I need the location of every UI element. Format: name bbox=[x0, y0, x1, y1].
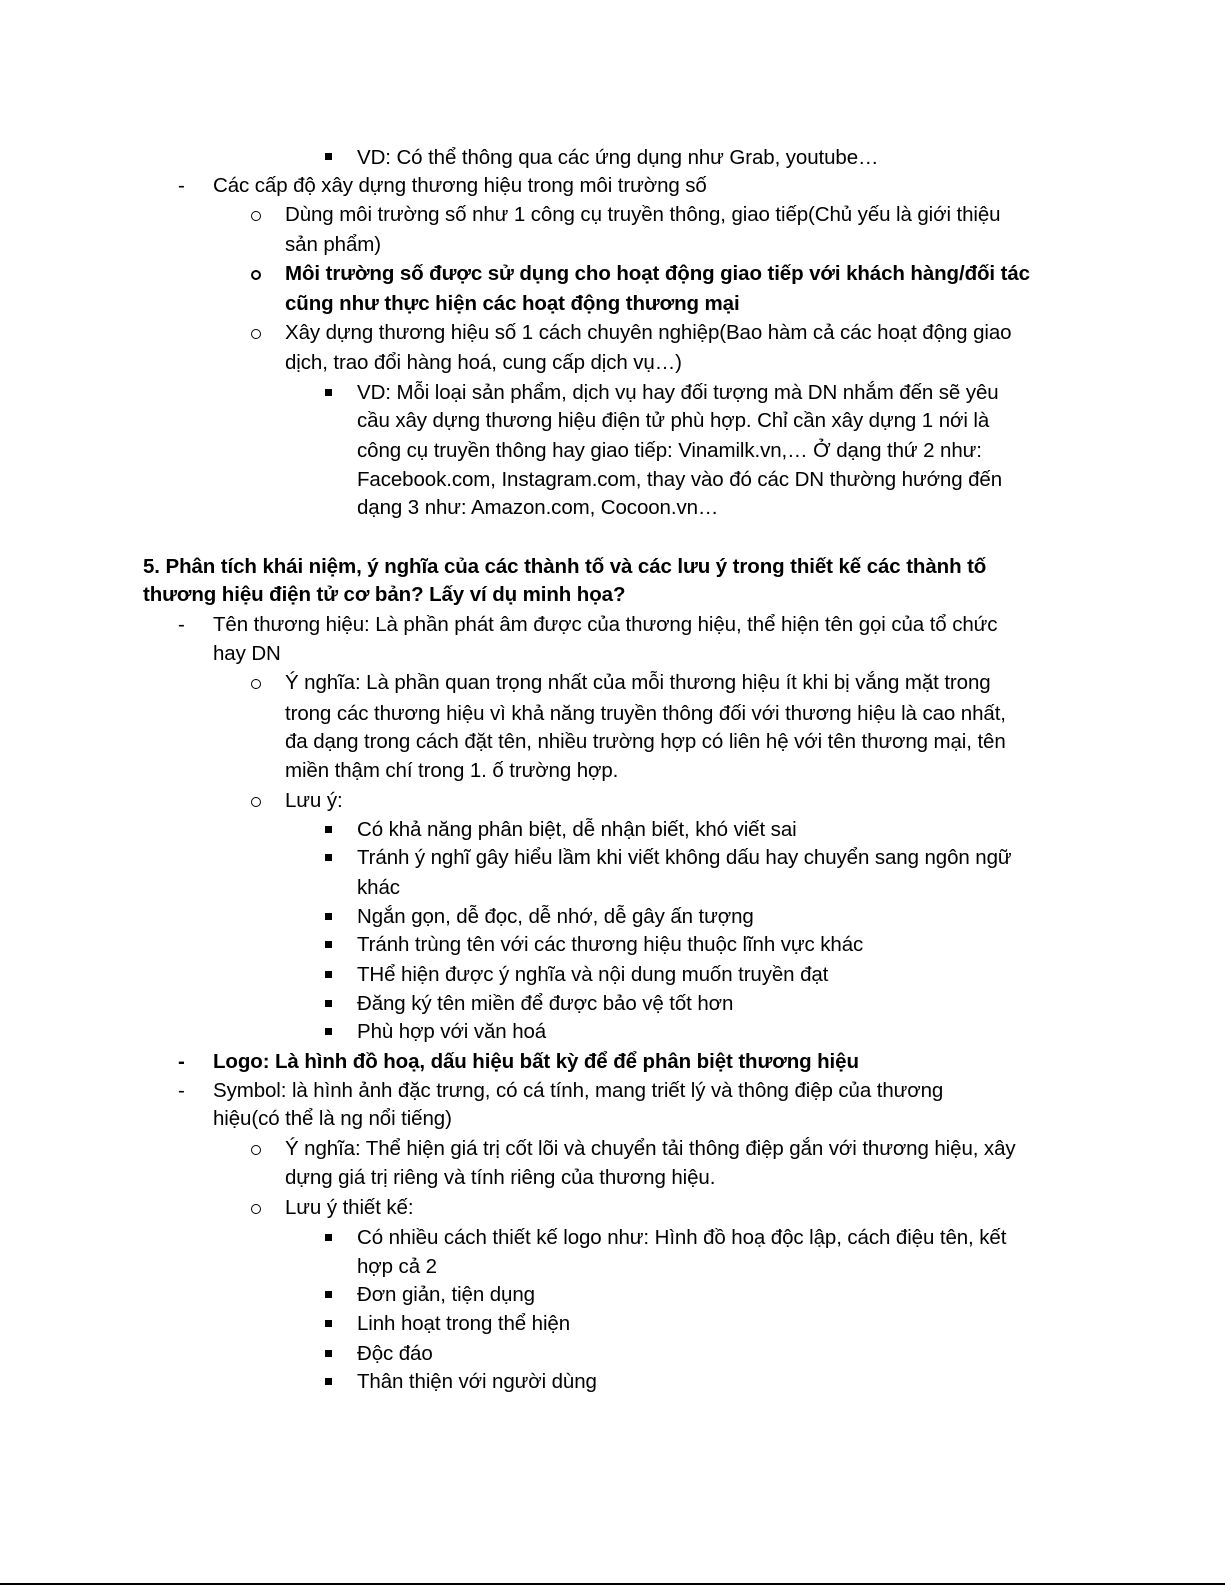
square-bullet-icon bbox=[325, 1234, 332, 1241]
design-note-item-continuation: hợp cả 2 bbox=[357, 1255, 437, 1278]
square-bullet-icon bbox=[325, 1000, 332, 1007]
note-label: Lưu ý: bbox=[285, 789, 343, 812]
meaning-line-3: đa dạng trong cách đặt tên, nhiều trường hợp có liên hệ với tên thương mại, tên bbox=[285, 730, 1006, 753]
level-3-line-2: dịch, trao đổi hàng hoá, cung cấp dịch vụ…) bbox=[285, 351, 682, 374]
levels-example-line-4: Facebook.com, Instagram.com, thay vào đó các DN thường hướng đến bbox=[357, 468, 1003, 491]
square-bullet-icon bbox=[325, 1378, 332, 1385]
meaning-line-2: trong các thương hiệu vì khả năng truyền thông đối với thương hiệu là cao nhất, bbox=[285, 702, 1006, 725]
design-note-item: Thân thiện với người dùng bbox=[357, 1370, 597, 1393]
levels-heading: Các cấp độ xây dựng thương hiệu trong môi trường số bbox=[213, 174, 707, 197]
square-bullet-icon bbox=[325, 941, 332, 948]
levels-example-line-5: dạng 3 như: Amazon.com, Cocoon.vn… bbox=[357, 496, 719, 519]
note-item: Tránh ý nghĩ gây hiểu lầm khi viết không dấu hay chuyển sang ngôn ngữ bbox=[357, 846, 1012, 869]
example-grab: VD: Có thể thông qua các ứng dụng như Grab, youtube… bbox=[357, 146, 879, 169]
square-bullet-icon bbox=[325, 1320, 332, 1327]
square-bullet-icon bbox=[325, 971, 332, 978]
square-bullet-icon bbox=[325, 1291, 332, 1298]
section-5-heading-line-2: thương hiệu điện tử cơ bản? Lấy ví dụ minh họa? bbox=[143, 583, 626, 606]
circle-bullet-icon bbox=[251, 797, 261, 807]
circle-bullet-icon bbox=[251, 1145, 261, 1155]
design-note-item: Có nhiều cách thiết kế logo như: Hình đồ hoạ độc lập, cách điệu tên, kết bbox=[357, 1226, 1007, 1249]
note-item: Phù hợp với văn hoá bbox=[357, 1020, 547, 1043]
dash-bullet-icon: - bbox=[178, 1050, 185, 1073]
brand-name-line-1: Tên thương hiệu: Là phần phát âm được của thương hiệu, thể hiện tên gọi của tổ chức bbox=[213, 613, 998, 636]
symbol-line-2: hiệu(có thể là ng nổi tiếng) bbox=[213, 1107, 452, 1130]
symbol-meaning-line-2: dựng giá trị riêng và tính riêng của thương hiệu. bbox=[285, 1166, 716, 1189]
level-1-line-2: sản phẩm) bbox=[285, 233, 381, 256]
levels-example-line-1: VD: Mỗi loại sản phẩm, dịch vụ hay đối tượng mà DN nhắm đến sẽ yêu bbox=[357, 381, 999, 404]
note-item-continuation: khác bbox=[357, 876, 400, 899]
dash-bullet-icon: - bbox=[178, 174, 185, 197]
note-item: Đăng ký tên miền để được bảo vệ tốt hơn bbox=[357, 992, 734, 1015]
level-3-line-1: Xây dựng thương hiệu số 1 cách chuyên nghiệp(Bao hàm cả các hoạt động giao bbox=[285, 321, 1012, 344]
circle-bullet-icon bbox=[251, 679, 261, 689]
design-note-item: Đơn giản, tiện dụng bbox=[357, 1283, 535, 1306]
dash-bullet-icon: - bbox=[178, 613, 185, 636]
note-item: Tránh trùng tên với các thương hiệu thuộc lĩnh vực khác bbox=[357, 933, 864, 956]
square-bullet-icon bbox=[325, 913, 332, 920]
circle-bullet-icon bbox=[251, 329, 261, 339]
circle-bullet-icon bbox=[251, 1204, 261, 1214]
square-bullet-icon bbox=[325, 389, 332, 396]
level-1-line-1: Dùng môi trường số như 1 công cụ truyền thông, giao tiếp(Chủ yếu là giới thiệu bbox=[285, 203, 1001, 226]
design-note-label: Lưu ý thiết kế: bbox=[285, 1196, 414, 1219]
square-bullet-icon bbox=[325, 826, 332, 833]
brand-name-line-2: hay DN bbox=[213, 642, 281, 665]
square-bullet-icon bbox=[325, 1028, 332, 1035]
square-bullet-icon bbox=[325, 854, 332, 861]
note-item: THể hiện được ý nghĩa và nội dung muốn truyền đạt bbox=[357, 963, 829, 986]
symbol-meaning-line-1: Ý nghĩa: Thể hiện giá trị cốt lõi và chuyển tải thông điệp gắn với thương hiệu, xây bbox=[285, 1137, 1016, 1160]
square-bullet-icon bbox=[325, 153, 332, 160]
level-2-line-2: cũng như thực hiện các hoạt động thương mại bbox=[285, 292, 740, 315]
design-note-item: Linh hoạt trong thể hiện bbox=[357, 1312, 571, 1335]
section-5-heading-line-1: 5. Phân tích khái niệm, ý nghĩa của các thành tố và các lưu ý trong thiết kế các thành tố bbox=[143, 555, 987, 578]
dash-bullet-icon: - bbox=[178, 1079, 185, 1102]
circle-bullet-icon bbox=[251, 211, 261, 221]
design-note-item: Độc đáo bbox=[357, 1342, 433, 1365]
note-item: Ngắn gọn, dễ đọc, dễ nhớ, dễ gây ấn tượng bbox=[357, 905, 754, 928]
symbol-line-1: Symbol: là hình ảnh đặc trưng, có cá tính, mang triết lý và thông điệp của thương bbox=[213, 1079, 944, 1102]
note-item: Có khả năng phân biệt, dễ nhận biết, khó viết sai bbox=[357, 818, 797, 841]
levels-example-line-2: cầu xây dựng thương hiệu điện tử phù hợp. Chỉ cần xây dựng 1 nới là bbox=[357, 409, 990, 432]
circle-bullet-icon bbox=[251, 270, 261, 280]
meaning-line-4: miền thậm chí trong 1. ố trường hợp. bbox=[285, 759, 619, 782]
square-bullet-icon bbox=[325, 1350, 332, 1357]
levels-example-line-3: công cụ truyền thông hay giao tiếp: Vinamilk.vn,… Ở dạng thứ 2 như: bbox=[357, 439, 982, 462]
level-2-line-1: Môi trường số được sử dụng cho hoạt động giao tiếp với khách hàng/đối tác bbox=[285, 262, 1030, 285]
logo-line: Logo: Là hình đồ hoạ, dấu hiệu bất kỳ để để phân biệt thương hiệu bbox=[213, 1050, 859, 1073]
meaning-line-1: Ý nghĩa: Là phần quan trọng nhất của mỗi thương hiệu ít khi bị vắng mặt trong bbox=[285, 671, 991, 694]
